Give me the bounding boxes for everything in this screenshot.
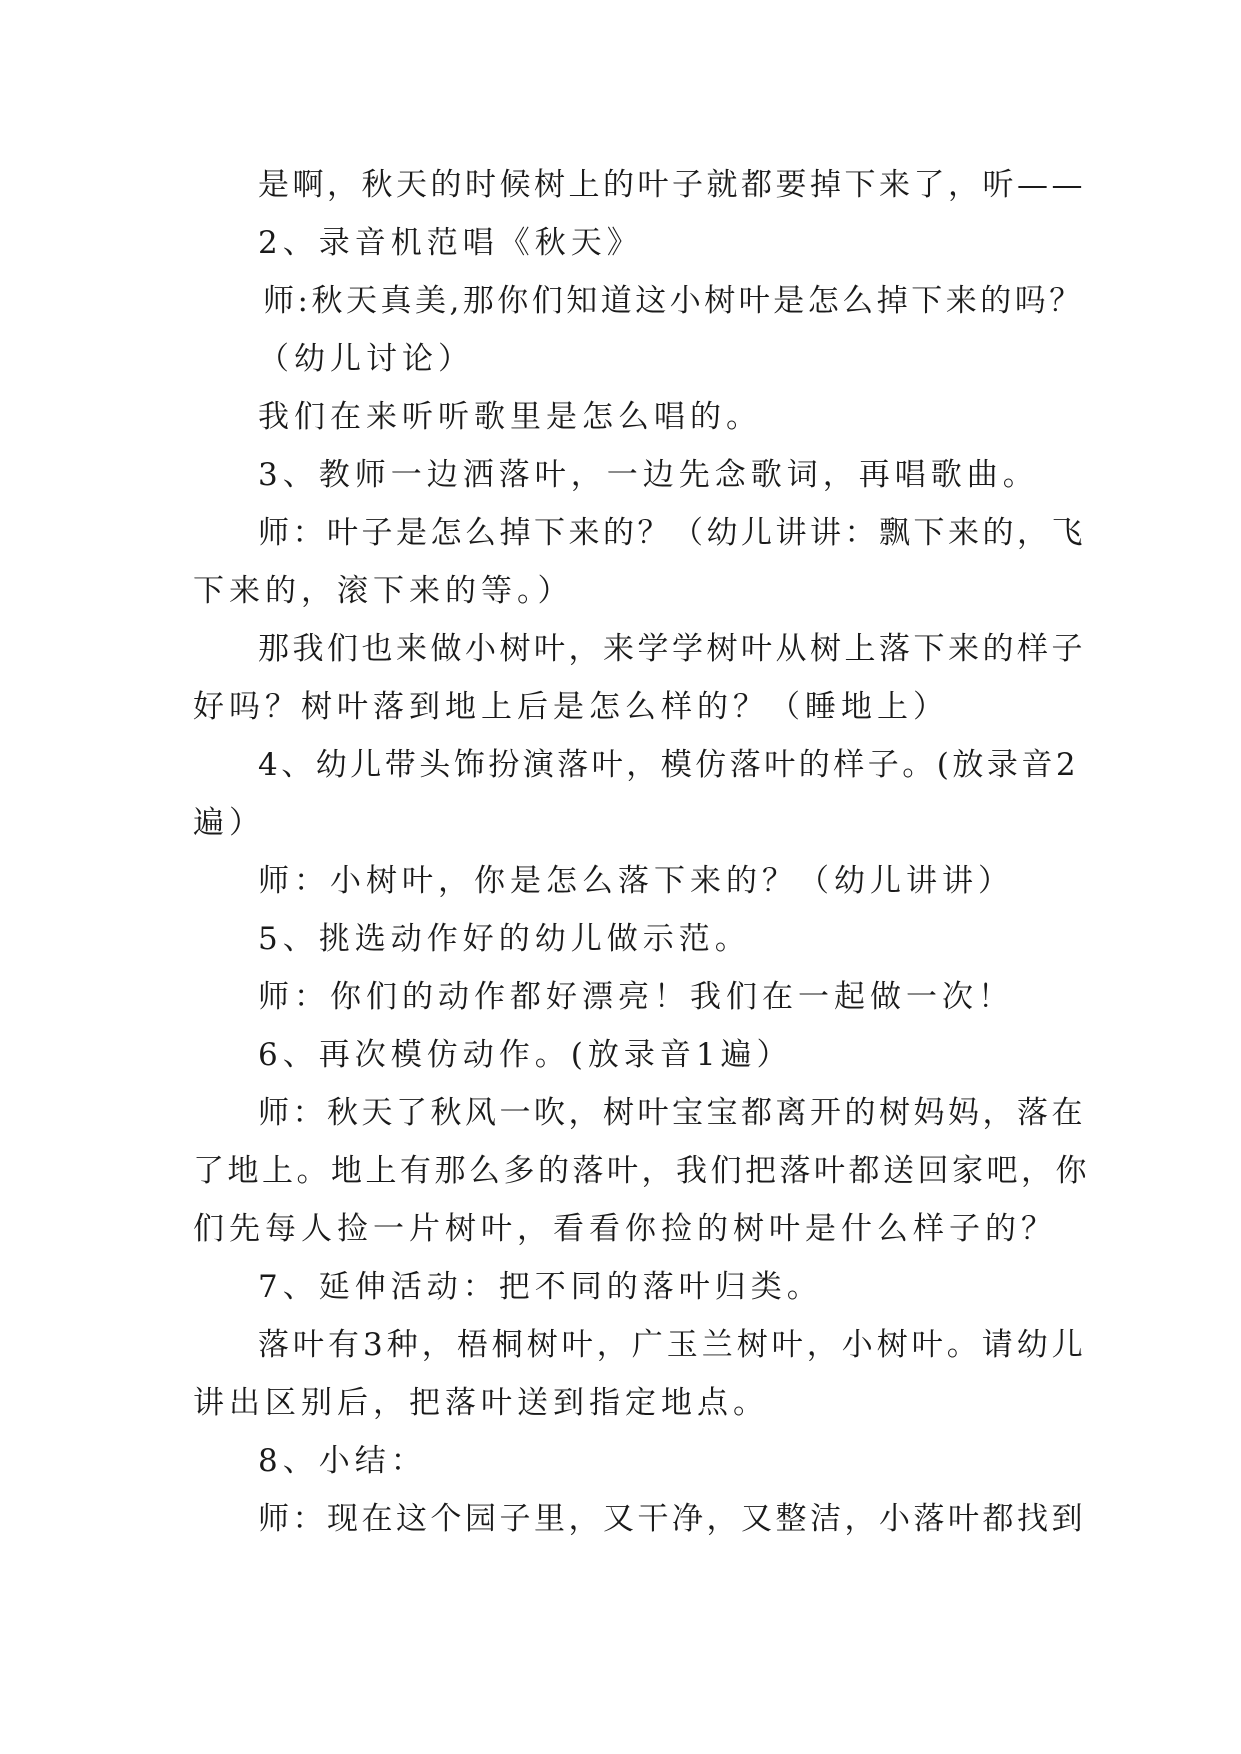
text-line: 好吗？树叶落到地上后是怎么样的？（睡地上） bbox=[193, 689, 949, 725]
text-line: 下来的，滚下来的等。） bbox=[193, 573, 574, 609]
text-line: 师:秋天真美,那你们知道这小树叶是怎么掉下来的吗？ bbox=[263, 283, 1084, 319]
text-line: 落叶有3种，梧桐树叶，广玉兰树叶，小树叶。请幼儿 bbox=[258, 1327, 1087, 1363]
text-line: 我们在来听听歌里是怎么唱的。 bbox=[258, 399, 762, 435]
text-line: 那我们也来做小树叶，来学学树叶从树上落下来的样子 bbox=[258, 631, 1086, 667]
text-line: 8、小结： bbox=[258, 1443, 427, 1479]
text-line: 讲出区别后，把落叶送到指定地点。 bbox=[193, 1385, 769, 1421]
text-line: 5、挑选动作好的幼儿做示范。 bbox=[258, 921, 751, 957]
text-line: 师：现在这个园子里，又干净，又整洁，小落叶都找到 bbox=[258, 1501, 1086, 1537]
text-line: 2、录音机范唱《秋天》 bbox=[258, 225, 643, 261]
text-line: 师：叶子是怎么掉下来的？（幼儿讲讲：飘下来的，飞 bbox=[258, 515, 1086, 551]
text-line: 师：你们的动作都好漂亮！我们在一起做一次！ bbox=[258, 979, 1014, 1015]
text-line: 4、幼儿带头饰扮演落叶，模仿落叶的样子。(放录音2 bbox=[258, 747, 1080, 783]
text-line: 遍） bbox=[193, 805, 265, 841]
text-line: 们先每人捡一片树叶，看看你捡的树叶是什么样子的？ bbox=[193, 1211, 1057, 1247]
text-line: 7、延伸活动：把不同的落叶归类。 bbox=[258, 1269, 823, 1305]
text-line: 6、再次模仿动作。(放录音1遍） bbox=[258, 1037, 793, 1073]
text-line: 了地上。地上有那么多的落叶，我们把落叶都送回家吧，你 bbox=[193, 1153, 1090, 1189]
text-line: （幼儿讨论） bbox=[258, 341, 474, 377]
text-line: 师：秋天了秋风一吹，树叶宝宝都离开的树妈妈，落在 bbox=[258, 1095, 1086, 1131]
text-line: 是啊，秋天的时候树上的叶子就都要掉下来了，听—— bbox=[258, 167, 1086, 203]
text-line: 3、教师一边洒落叶，一边先念歌词，再唱歌曲。 bbox=[258, 457, 1039, 493]
text-line: 师：小树叶，你是怎么落下来的？（幼儿讲讲） bbox=[258, 863, 1014, 899]
